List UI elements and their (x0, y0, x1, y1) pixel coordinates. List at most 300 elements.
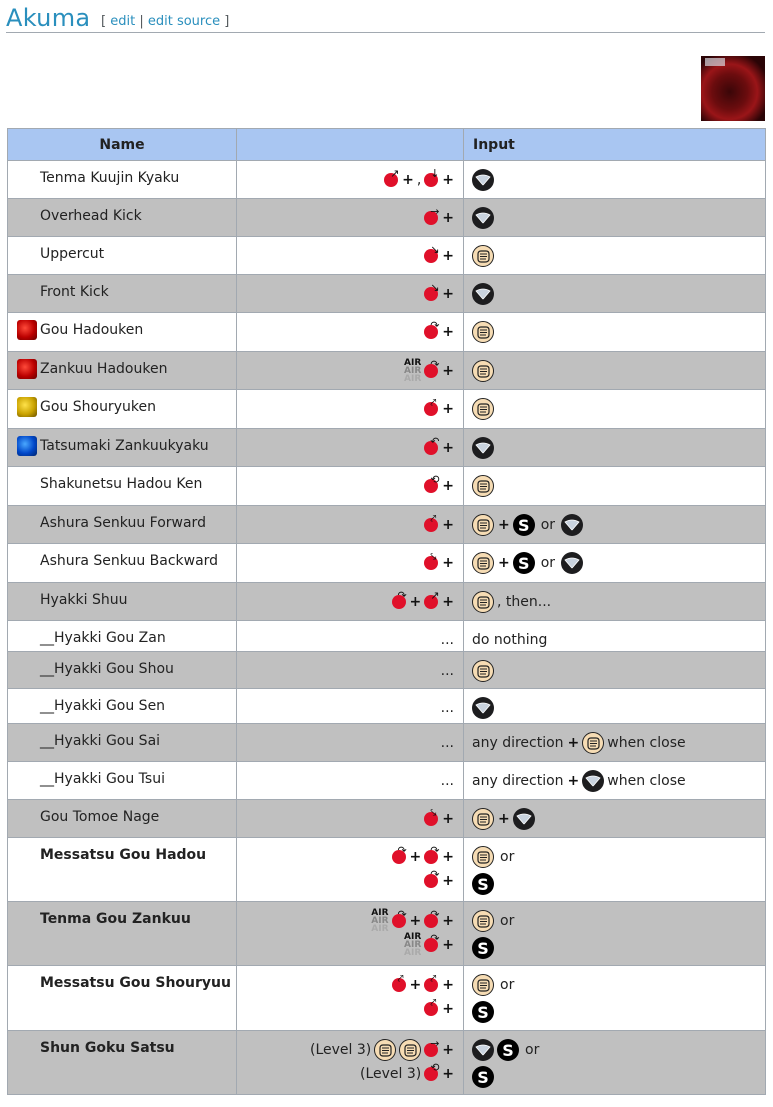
direction-arrow-icon: ↗ (430, 589, 440, 602)
move-row (8, 390, 766, 429)
move-name-cell (8, 275, 237, 313)
input-buttons (464, 621, 765, 651)
plus-symbol: + (442, 172, 454, 188)
input-line (472, 514, 765, 536)
input-line (472, 552, 765, 574)
move-name-cell (8, 506, 237, 544)
motion-line (404, 932, 454, 958)
input-buttons (464, 1031, 765, 1088)
input-cell (464, 1031, 766, 1095)
direction-ball-icon (424, 844, 440, 864)
motion-inputs (237, 390, 463, 419)
shield-button-icon: S (513, 552, 535, 574)
move-name-cell (8, 724, 237, 762)
move-name-label: Shun Goku Satsu (40, 1040, 175, 1056)
input-cell (464, 583, 766, 621)
direction-arrow-icon: ⤤ (430, 996, 437, 1009)
move-name-cell (8, 467, 237, 506)
plus-symbol: + (442, 401, 454, 417)
input-line (472, 910, 765, 932)
motion-line (360, 1061, 454, 1084)
punch-button-icon (399, 1039, 421, 1061)
direction-ball-icon (424, 972, 438, 992)
motion-cell (237, 621, 464, 652)
plus-symbol: + (442, 913, 454, 929)
input-line (472, 1039, 765, 1061)
motion-line (424, 806, 454, 829)
input-line (472, 732, 765, 754)
plus-symbol: + (442, 937, 454, 953)
motion-inputs (237, 689, 463, 718)
level-label: (Level 3) (360, 1066, 422, 1082)
direction-ball-icon (424, 932, 440, 952)
plus-symbol: + (442, 324, 454, 340)
motion-line (392, 972, 454, 995)
motion-inputs (237, 275, 463, 304)
move-name (8, 161, 236, 186)
input-buttons (464, 838, 765, 895)
direction-arrow-icon: ⟲ (430, 1061, 440, 1074)
move-row (8, 583, 766, 621)
air-label: AIR (404, 374, 422, 384)
move-name-cell (8, 390, 237, 429)
table-header-row (8, 129, 766, 161)
plus-symbol: + (409, 913, 422, 929)
plus-symbol: + (409, 849, 422, 865)
input-buttons (464, 689, 765, 719)
character-portrait[interactable] (701, 56, 765, 121)
motion-line (404, 358, 454, 384)
punch-button-icon (472, 360, 494, 382)
input-line (472, 660, 765, 682)
move-name-label: Tatsumaki Zankuukyaku (40, 438, 209, 454)
column-header-motion (237, 129, 464, 161)
plus-symbol: + (567, 773, 580, 789)
move-name-label: __Hyakki Gou Sai (40, 733, 161, 749)
level-label: (Level 3) (310, 1042, 372, 1058)
motion-line (441, 661, 454, 681)
motion-line (424, 435, 454, 458)
then-label: , then... (497, 594, 552, 610)
kick-button-icon (561, 552, 583, 574)
motion-line (441, 733, 454, 753)
motion-inputs (237, 902, 463, 958)
move-row (8, 966, 766, 1031)
motion-cell (237, 800, 464, 838)
motion-line (424, 473, 454, 496)
move-name-cell (8, 161, 237, 199)
plus-symbol: + (442, 286, 454, 302)
move-name-label: Ashura Senkuu Forward (40, 515, 206, 531)
direction-arrow-icon: ↗ (390, 167, 400, 180)
input-cell (464, 352, 766, 390)
input-cell (464, 689, 766, 724)
move-name-cell (8, 762, 237, 800)
plus-symbol: + (402, 172, 414, 188)
input-line (472, 937, 765, 959)
motion-inputs (237, 762, 463, 791)
input-cell (464, 621, 766, 652)
motion-line (424, 396, 454, 419)
air-badge-icon (404, 359, 421, 383)
motion-line (424, 996, 454, 1019)
motion-inputs (237, 724, 463, 753)
input-buttons (464, 352, 765, 382)
direction-arrow-icon: ⤤ (430, 972, 437, 985)
input-line (472, 475, 765, 497)
motion-line (392, 844, 454, 867)
plus-symbol: + (442, 977, 454, 993)
plus-symbol: + (442, 440, 454, 456)
direction-ball-icon (424, 435, 440, 455)
input-cell (464, 390, 766, 429)
move-name-cell (8, 689, 237, 724)
move-row (8, 352, 766, 390)
kick-button-icon (472, 169, 494, 191)
move-name (8, 689, 236, 714)
input-line (472, 283, 765, 305)
move-name (8, 467, 236, 492)
punch-button-icon (472, 974, 494, 996)
direction-ball-icon (424, 358, 440, 378)
shield-button-icon: S (472, 937, 494, 959)
plus-symbol: + (498, 517, 510, 533)
move-name (8, 583, 236, 608)
direction-arrow-icon: ↷ (430, 868, 440, 881)
motion-text: ... (440, 773, 454, 789)
input-line (472, 770, 765, 792)
input-text: when close (607, 773, 686, 789)
air-label: AIR (371, 924, 389, 934)
plus-symbol: + (442, 811, 454, 827)
plus-symbol: + (442, 849, 454, 865)
air-badge-icon (404, 933, 421, 957)
input-line (472, 207, 765, 229)
motion-cell (237, 583, 464, 621)
plus-symbol: + (498, 555, 510, 571)
move-name-label: Uppercut (40, 246, 105, 262)
column-header-input: Input (464, 129, 766, 161)
motion-line (424, 868, 454, 891)
direction-ball-icon (424, 1037, 440, 1057)
move-name (8, 652, 236, 677)
motion-line (424, 550, 454, 573)
motion-inputs (237, 237, 463, 266)
motion-line (371, 908, 454, 934)
move-name (8, 199, 236, 224)
direction-ball-icon (424, 806, 438, 826)
input-buttons (464, 390, 765, 420)
move-name (8, 762, 236, 787)
direction-ball-icon (424, 319, 440, 339)
motion-line (441, 771, 454, 791)
column-header-name: Name (8, 129, 237, 161)
direction-arrow-icon: ⟲ (430, 473, 440, 486)
motion-line (384, 167, 454, 190)
direction-ball-icon (392, 844, 407, 864)
plus-symbol: + (442, 248, 454, 264)
shield-button-icon: S (513, 514, 535, 536)
shield-button-icon: S (472, 873, 494, 895)
move-name (8, 275, 236, 300)
motion-inputs (237, 838, 463, 891)
direction-ball-icon (424, 996, 438, 1016)
move-row (8, 902, 766, 966)
motion-inputs (237, 652, 463, 681)
input-line (472, 697, 765, 719)
direction-arrow-icon: ⤤ (430, 396, 437, 409)
blue-gem-icon (17, 436, 37, 456)
move-name-label: Gou Shouryuken (40, 399, 156, 415)
direction-arrow-icon: ↶ (430, 435, 440, 448)
direction-arrow-icon: ↷ (430, 358, 440, 371)
kick-button-icon (472, 1039, 494, 1061)
motion-cell (237, 237, 464, 275)
input-buttons (464, 429, 765, 459)
motion-line (310, 1037, 454, 1060)
punch-button-icon (472, 514, 494, 536)
edit-source-link[interactable]: edit source (147, 14, 221, 29)
punch-button-icon (472, 910, 494, 932)
air-label: AIR (404, 940, 422, 950)
move-name-cell (8, 583, 237, 621)
move-name-label: Front Kick (40, 284, 109, 300)
punch-button-icon (472, 398, 494, 420)
input-cell (464, 762, 766, 800)
input-text: when close (607, 735, 686, 751)
move-name-label: Hyakki Shuu (40, 592, 128, 608)
move-name-cell (8, 902, 237, 966)
move-name-cell (8, 966, 237, 1031)
or-label: or (540, 517, 556, 533)
move-row (8, 313, 766, 352)
move-row (8, 762, 766, 800)
input-line (472, 974, 765, 996)
air-label: AIR (404, 932, 422, 942)
punch-button-icon (472, 552, 494, 574)
move-row (8, 724, 766, 762)
punch-button-icon (472, 591, 494, 613)
or-label: or (525, 1042, 540, 1058)
input-cell (464, 467, 766, 506)
input-line (472, 873, 765, 895)
move-name-label: Gou Tomoe Nage (40, 809, 160, 825)
motion-cell (237, 762, 464, 800)
move-name-cell (8, 838, 237, 902)
punch-button-icon (472, 475, 494, 497)
punch-button-icon (472, 245, 494, 267)
input-cell (464, 966, 766, 1031)
input-buttons (464, 467, 765, 497)
punch-button-icon (472, 321, 494, 343)
move-name (8, 390, 236, 417)
motion-inputs (237, 313, 463, 342)
input-cell (464, 429, 766, 467)
direction-arrow-icon: → (430, 205, 440, 218)
direction-ball-icon (424, 512, 438, 532)
motion-line (392, 589, 454, 612)
move-row (8, 1031, 766, 1095)
input-cell (464, 652, 766, 689)
move-name-cell (8, 352, 237, 390)
motion-inputs (237, 621, 463, 650)
move-name-label: __Hyakki Gou Tsui (40, 771, 165, 787)
move-name-label: Messatsu Gou Hadou (40, 847, 207, 863)
motion-line (424, 281, 454, 304)
motion-inputs (237, 352, 463, 384)
plus-symbol: + (409, 594, 422, 610)
input-text: do nothing (472, 632, 548, 648)
motion-inputs (237, 506, 463, 535)
motion-line (424, 512, 454, 535)
motion-inputs (237, 199, 463, 228)
or-label: or (500, 849, 515, 865)
direction-arrow-icon: → (430, 1037, 440, 1050)
air-label: AIR (404, 366, 422, 376)
move-name (8, 966, 236, 991)
direction-arrow-icon: ↷ (397, 844, 407, 857)
input-cell (464, 161, 766, 199)
input-buttons (464, 762, 765, 792)
move-name (8, 352, 236, 379)
air-label: AIR (371, 908, 389, 918)
shield-button-icon: S (472, 1066, 494, 1088)
move-name-label: Messatsu Gou Shouryuu (40, 975, 231, 991)
punch-button-icon (472, 808, 494, 830)
red-gem-icon (17, 320, 37, 340)
move-name-label: Overhead Kick (40, 208, 142, 224)
direction-ball-icon (424, 167, 440, 187)
red-gem-icon (17, 359, 37, 379)
move-name (8, 429, 236, 456)
edit-link[interactable]: edit (110, 14, 136, 29)
move-row (8, 621, 766, 652)
motion-inputs (237, 161, 463, 190)
move-row (8, 689, 766, 724)
move-name-cell (8, 544, 237, 583)
input-buttons (464, 313, 765, 343)
move-row (8, 838, 766, 902)
move-name-label: __Hyakki Gou Zan (40, 630, 166, 646)
kick-button-icon (472, 697, 494, 719)
motion-cell (237, 352, 464, 390)
plus-symbol: + (498, 811, 510, 827)
yellow-gem-icon (17, 397, 37, 417)
shield-button-icon: S (497, 1039, 519, 1061)
direction-ball-icon (392, 908, 407, 928)
plus-symbol: + (442, 517, 454, 533)
input-buttons (464, 724, 765, 754)
input-cell (464, 506, 766, 544)
input-text: any direction (472, 735, 564, 751)
input-line (472, 1066, 765, 1088)
direction-arrow-icon: ↷ (430, 908, 440, 921)
move-row (8, 652, 766, 689)
move-name-label: Gou Hadouken (40, 322, 144, 338)
motion-inputs (237, 1031, 463, 1084)
move-name-label: Tenma Kuujin Kyaku (40, 170, 180, 186)
direction-ball-icon (392, 589, 407, 609)
move-row (8, 237, 766, 275)
motion-inputs (237, 429, 463, 458)
motion-cell (237, 161, 464, 199)
input-line (472, 808, 765, 830)
input-cell (464, 902, 766, 966)
direction-arrow-icon: ⤤ (397, 972, 404, 985)
move-name-cell (8, 652, 237, 689)
move-row (8, 544, 766, 583)
punch-button-icon (582, 732, 604, 754)
motion-text: ... (440, 632, 454, 648)
kick-button-icon (513, 808, 535, 830)
input-line (472, 169, 765, 191)
motion-inputs (237, 467, 463, 496)
direction-ball-icon (424, 473, 440, 493)
motion-cell (237, 506, 464, 544)
input-buttons (464, 506, 765, 536)
kick-button-icon (472, 283, 494, 305)
direction-arrow-icon: ↷ (397, 589, 407, 602)
motion-cell (237, 838, 464, 902)
input-buttons (464, 544, 765, 574)
input-line (472, 629, 765, 651)
move-name (8, 506, 236, 531)
direction-ball-icon (424, 550, 438, 570)
direction-ball-icon (424, 868, 440, 888)
or-label: or (540, 555, 556, 571)
move-name (8, 1031, 236, 1056)
motion-line (441, 698, 454, 718)
move-name-label: __Hyakki Gou Sen (40, 698, 166, 714)
direction-ball-icon (392, 972, 406, 992)
air-badge-icon (371, 909, 388, 933)
move-name (8, 838, 236, 863)
direction-arrow-icon: ⤤ (430, 512, 437, 525)
move-name-cell (8, 313, 237, 352)
plus-symbol: + (442, 1042, 454, 1058)
move-name (8, 800, 236, 825)
move-row (8, 506, 766, 544)
motion-cell (237, 199, 464, 237)
motion-cell (237, 275, 464, 313)
move-name (8, 544, 236, 569)
page-title: Akuma (6, 4, 91, 32)
motion-inputs (237, 800, 463, 829)
input-line (472, 360, 765, 382)
motion-cell (237, 966, 464, 1031)
kick-button-icon (582, 770, 604, 792)
direction-ball-icon (424, 1061, 440, 1081)
input-cell (464, 544, 766, 583)
plus-symbol: + (442, 873, 454, 889)
move-row (8, 429, 766, 467)
input-cell (464, 800, 766, 838)
input-cell (464, 724, 766, 762)
motion-cell (237, 313, 464, 352)
direction-ball-icon (424, 205, 440, 225)
direction-ball-icon (424, 908, 440, 928)
move-name-label: __Hyakki Gou Shou (40, 661, 174, 677)
input-buttons (464, 652, 765, 682)
motion-text: ... (440, 735, 454, 751)
direction-arrow-icon: ↘ (430, 281, 440, 294)
move-name (8, 724, 236, 749)
motion-cell (237, 724, 464, 762)
input-line (472, 846, 765, 868)
kick-button-icon (472, 437, 494, 459)
move-row (8, 161, 766, 199)
input-buttons (464, 161, 765, 191)
